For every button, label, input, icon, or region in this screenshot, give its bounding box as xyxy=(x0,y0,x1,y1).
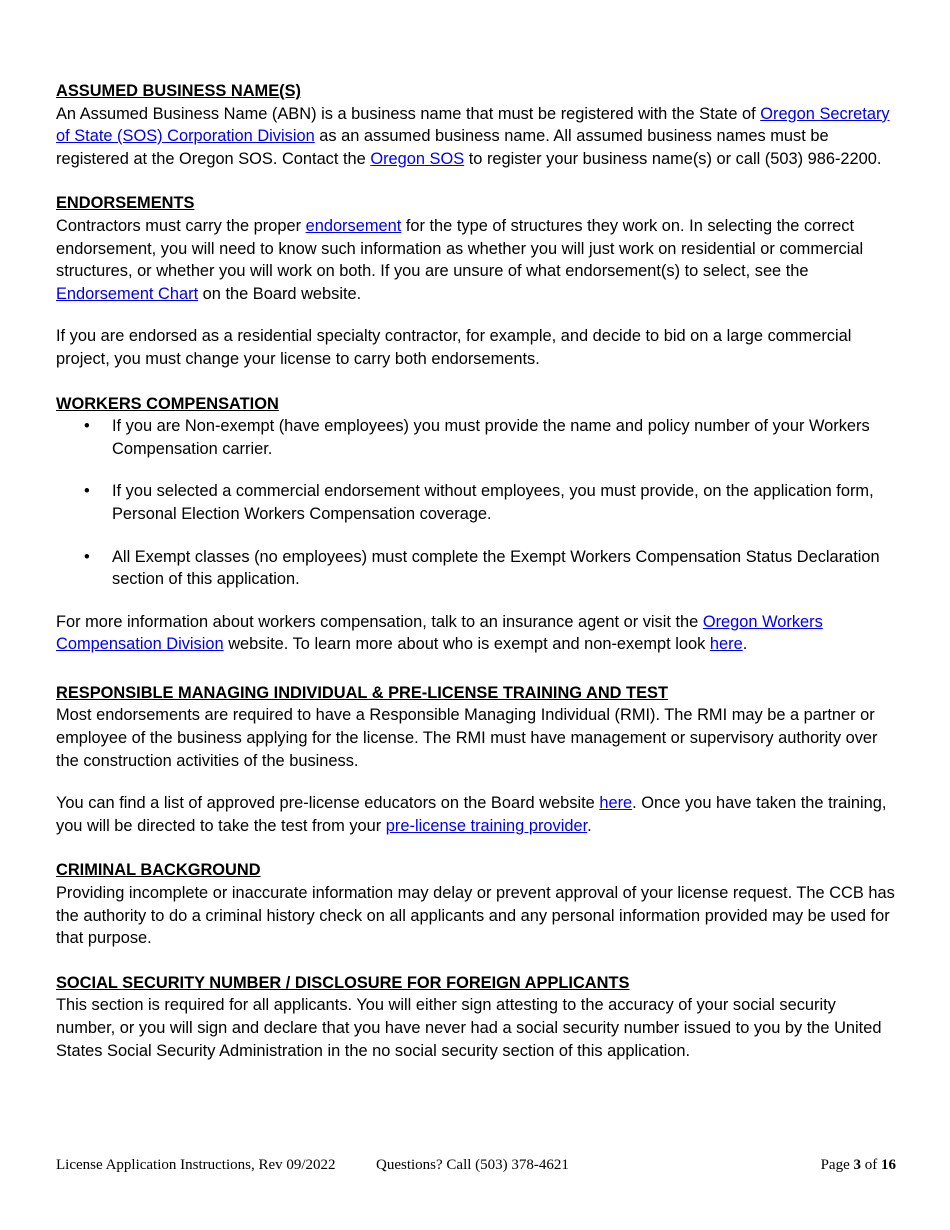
bullet-icon: • xyxy=(84,482,90,501)
endorsement-link[interactable]: endorsement xyxy=(305,216,402,235)
section-heading: ENDORSEMENTS xyxy=(56,194,195,213)
educators-here-link[interactable]: here xyxy=(599,794,633,813)
section-endorsements xyxy=(56,192,896,370)
section-paragraph: Most endorsements are required to have a Responsible Managing Individual (RMI). The RMI may be a partner or employee of the business applying for the license. The RMI must have management or supervisory authority over the construction activities of the business. xyxy=(56,706,878,770)
section-rmi xyxy=(56,682,896,838)
section-paragraph: Contractors must carry the proper endorsement for the type of structures they work on. In selecting the correct endorsement, you will need to know such information as whether you will just work on residential or commercial structures, or whether you will work on both. If you are unsure of what endorsement(s) to select, see the Endorsement Chart on the Board website. xyxy=(56,216,864,303)
list-item: • All Exempt classes (no employees) must complete the Exempt Workers Compensation Status Declaration section of this application. xyxy=(84,547,880,589)
oregon-sos-link[interactable]: Oregon SOS xyxy=(370,149,465,168)
oregon-workers-compensation-division-link[interactable]: Oregon Workers Compensation Division xyxy=(56,612,823,654)
oregon-sos-corporation-division-link[interactable]: Oregon Secretary of State (SOS) Corporation Division xyxy=(56,104,890,146)
section-assumed-business-name xyxy=(56,80,896,170)
section-social-security xyxy=(56,972,896,1062)
exempt-info-here-link[interactable]: here xyxy=(709,635,743,654)
section-paragraph: This section is required for all applicants. You will either sign attesting to the accuracy of your social security number, or you will sign and declare that you have never had a social security number issued to you by the United States Social Security Administration in the no social security section of this application. xyxy=(56,996,882,1060)
section-workers-compensation xyxy=(56,393,896,656)
section-heading: CRIMINAL BACKGROUND xyxy=(56,861,261,880)
section-paragraph: You can find a list of approved pre-license educators on the Board website here. Once you have taken the training, you will be directed to take the test from your pre-license training provider. xyxy=(56,794,887,835)
section-heading: SOCIAL SECURITY NUMBER / DISCLOSURE FOR FOREIGN APPLICANTS xyxy=(56,973,630,992)
section-paragraph: An Assumed Business Name (ABN) is a business name that must be registered with the State of Oregon Secretary of State (SOS) Corporation Division as an assumed business name. All assumed business names must be registered at the Oregon SOS. Contact the Oregon SOS to register your business name(s) or call (503) 986-2200. xyxy=(56,104,890,168)
list-item: • If you selected a commercial endorsement without employees, you must provide, on the application form, Personal Election Workers Compensation coverage. xyxy=(84,482,874,523)
section-heading: ASSUMED BUSINESS NAME(S) xyxy=(56,82,301,100)
bullet-icon: • xyxy=(84,547,90,566)
section-paragraph: For more information about workers compensation, talk to an insurance agent or visit the Oregon Workers Compensation Division website. To learn more about who is exempt and non-exempt look here. xyxy=(56,612,823,654)
bullet-list xyxy=(56,415,896,591)
section-heading: WORKERS COMPENSATION xyxy=(56,394,279,413)
endorsement-chart-link[interactable]: Endorsement Chart xyxy=(56,284,199,303)
bullet-icon: • xyxy=(84,417,90,436)
footer-page-number: Page 3 of 16 xyxy=(820,1157,896,1173)
section-heading: RESPONSIBLE MANAGING INDIVIDUAL & PRE-LICENSE TRAINING AND TEST xyxy=(56,683,668,702)
section-criminal-background xyxy=(56,859,896,949)
footer-revision: License Application Instructions, Rev 09/2022 xyxy=(56,1157,336,1173)
list-item: • If you are Non-exempt (have employees) you must provide the name and policy number of your Workers Compensation carrier. xyxy=(84,417,870,458)
pre-license-training-provider-link[interactable]: pre-license training provider xyxy=(385,816,588,835)
section-paragraph: Providing incomplete or inaccurate information may delay or prevent approval of your license request. The CCB has the authority to do a criminal history check on all applicants and any personal information provided may be used for that purpose. xyxy=(56,884,895,948)
document-body xyxy=(56,80,896,1062)
section-paragraph: If you are endorsed as a residential specialty contractor, for example, and decide to bid on a large commercial project, you must change your license to carry both endorsements. xyxy=(56,327,852,368)
footer-phone: Questions? Call (503) 378-4621 xyxy=(376,1157,569,1173)
